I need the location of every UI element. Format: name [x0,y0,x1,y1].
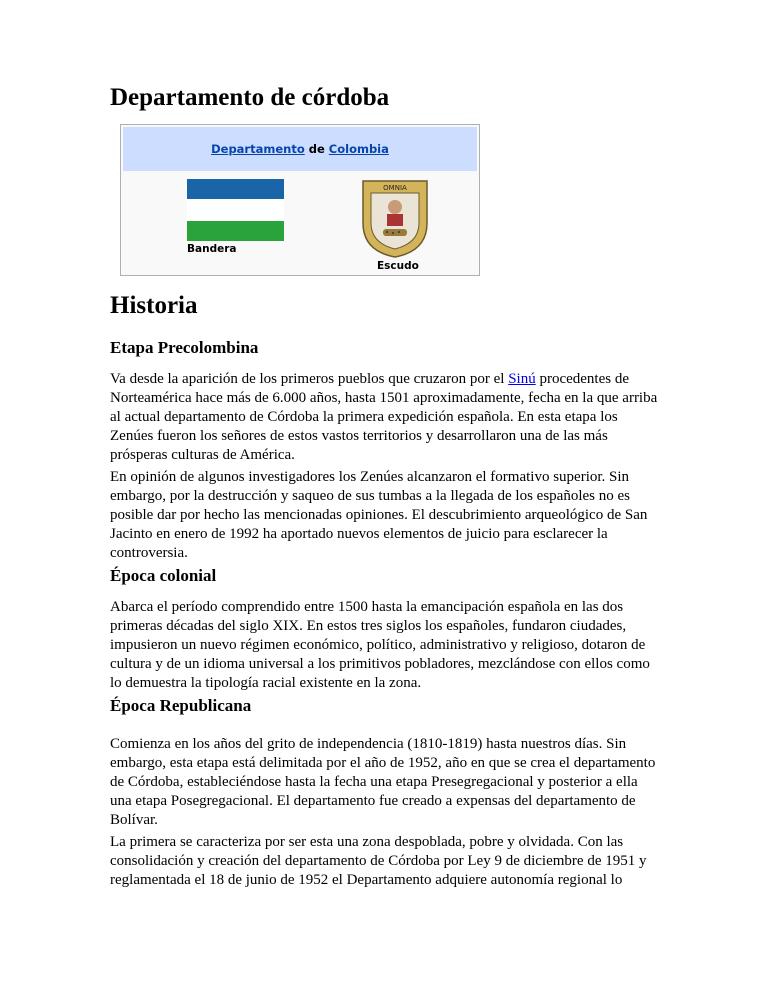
departamento-link[interactable]: Departamento [211,142,305,156]
infobox-header [123,127,477,171]
paragraph-republicana-1: Comienza en los años del grito de independencia (1810-1819) hasta nuestros días. Sin embargo, esta etapa está delimitada por el año de 1952, año en que se crea el departamento de Córdoba, estableciéndose hasta la fecha una etapa Presegregacional y posterior a ella una etapa Posegregacional. El departamento fue creado a expensas del departamento de Bolívar. [110,736,656,828]
paragraph-text: procedentes de Norteamérica hace más de 6.000 años, hasta 1501 aproximadamente, fecha en la que arriba al actual departamento de Córdoba la primera expedición española. En esta etapa los Zenúes fueron los señores de estos vastos territorios y desarrollaron una de las más prósperas culturas de América. [110,371,658,463]
shield-caption: Escudo [377,260,419,272]
colombia-link[interactable]: Colombia [328,142,389,156]
infobox-header-connector: de [304,142,329,156]
section-heading-historia: Historia [110,292,198,319]
subsection-heading-colonial: Época colonial [110,566,217,585]
flag-green-stripe [187,221,284,241]
flag-caption: Bandera [187,243,237,255]
page-title: Departamento de córdoba [110,84,390,111]
flag-image[interactable] [187,179,284,241]
flag-white-stripe [187,199,284,221]
infobox [120,124,480,276]
paragraph-precolombina-2: En opinión de algunos investigadores los Zenúes alcanzaron el formativo superior. Sin embargo, por la destrucción y saqueo de sus tumbas a la llegada de los españoles no es posible dar por hecho las mencionadas opiniones. El descubrimiento arqueológico de San Jacinto en enero de 1992 ha aportado nuevos elementos de juicio para esclarecer la controversia. [110,469,648,561]
paragraph-precolombina-1 [110,370,658,465]
subsection-heading-precolombina: Etapa Precolombina [110,338,259,357]
paragraph-colonial-1: Abarca el período comprendido entre 1500 hasta la emancipación española en las dos primeras décadas del siglo XIX. En estos tres siglos los españoles, fundaron ciudades, impusieron un nuevo régimen económico, político, administrativo y religioso, dotaron de cultura y de un idioma universal a los primitivos pobladores, mezclándose con ellos como lo demuestra la tipología racial existente en la zona. [110,599,650,691]
shield-motto: OMNIA [383,184,407,192]
coat-of-arms-image[interactable] [361,179,429,259]
paragraph-republicana-2: La primera se caracteriza por ser esta una zona despoblada, pobre y olvidada. Con las consolidación y creación del departamento de Córdoba por Ley 9 de diciembre de 1951 y reglamentada el 18 de junio de 1952 el Departamento adquiere autonomía regional lo [110,834,647,888]
paragraph-text: Va desde la aparición de los primeros pueblos que cruzaron por el [110,371,509,387]
subsection-heading-republicana: Época Republicana [110,696,252,715]
sinu-link[interactable]: Sinú [508,371,536,387]
flag-blue-stripe [187,179,284,199]
